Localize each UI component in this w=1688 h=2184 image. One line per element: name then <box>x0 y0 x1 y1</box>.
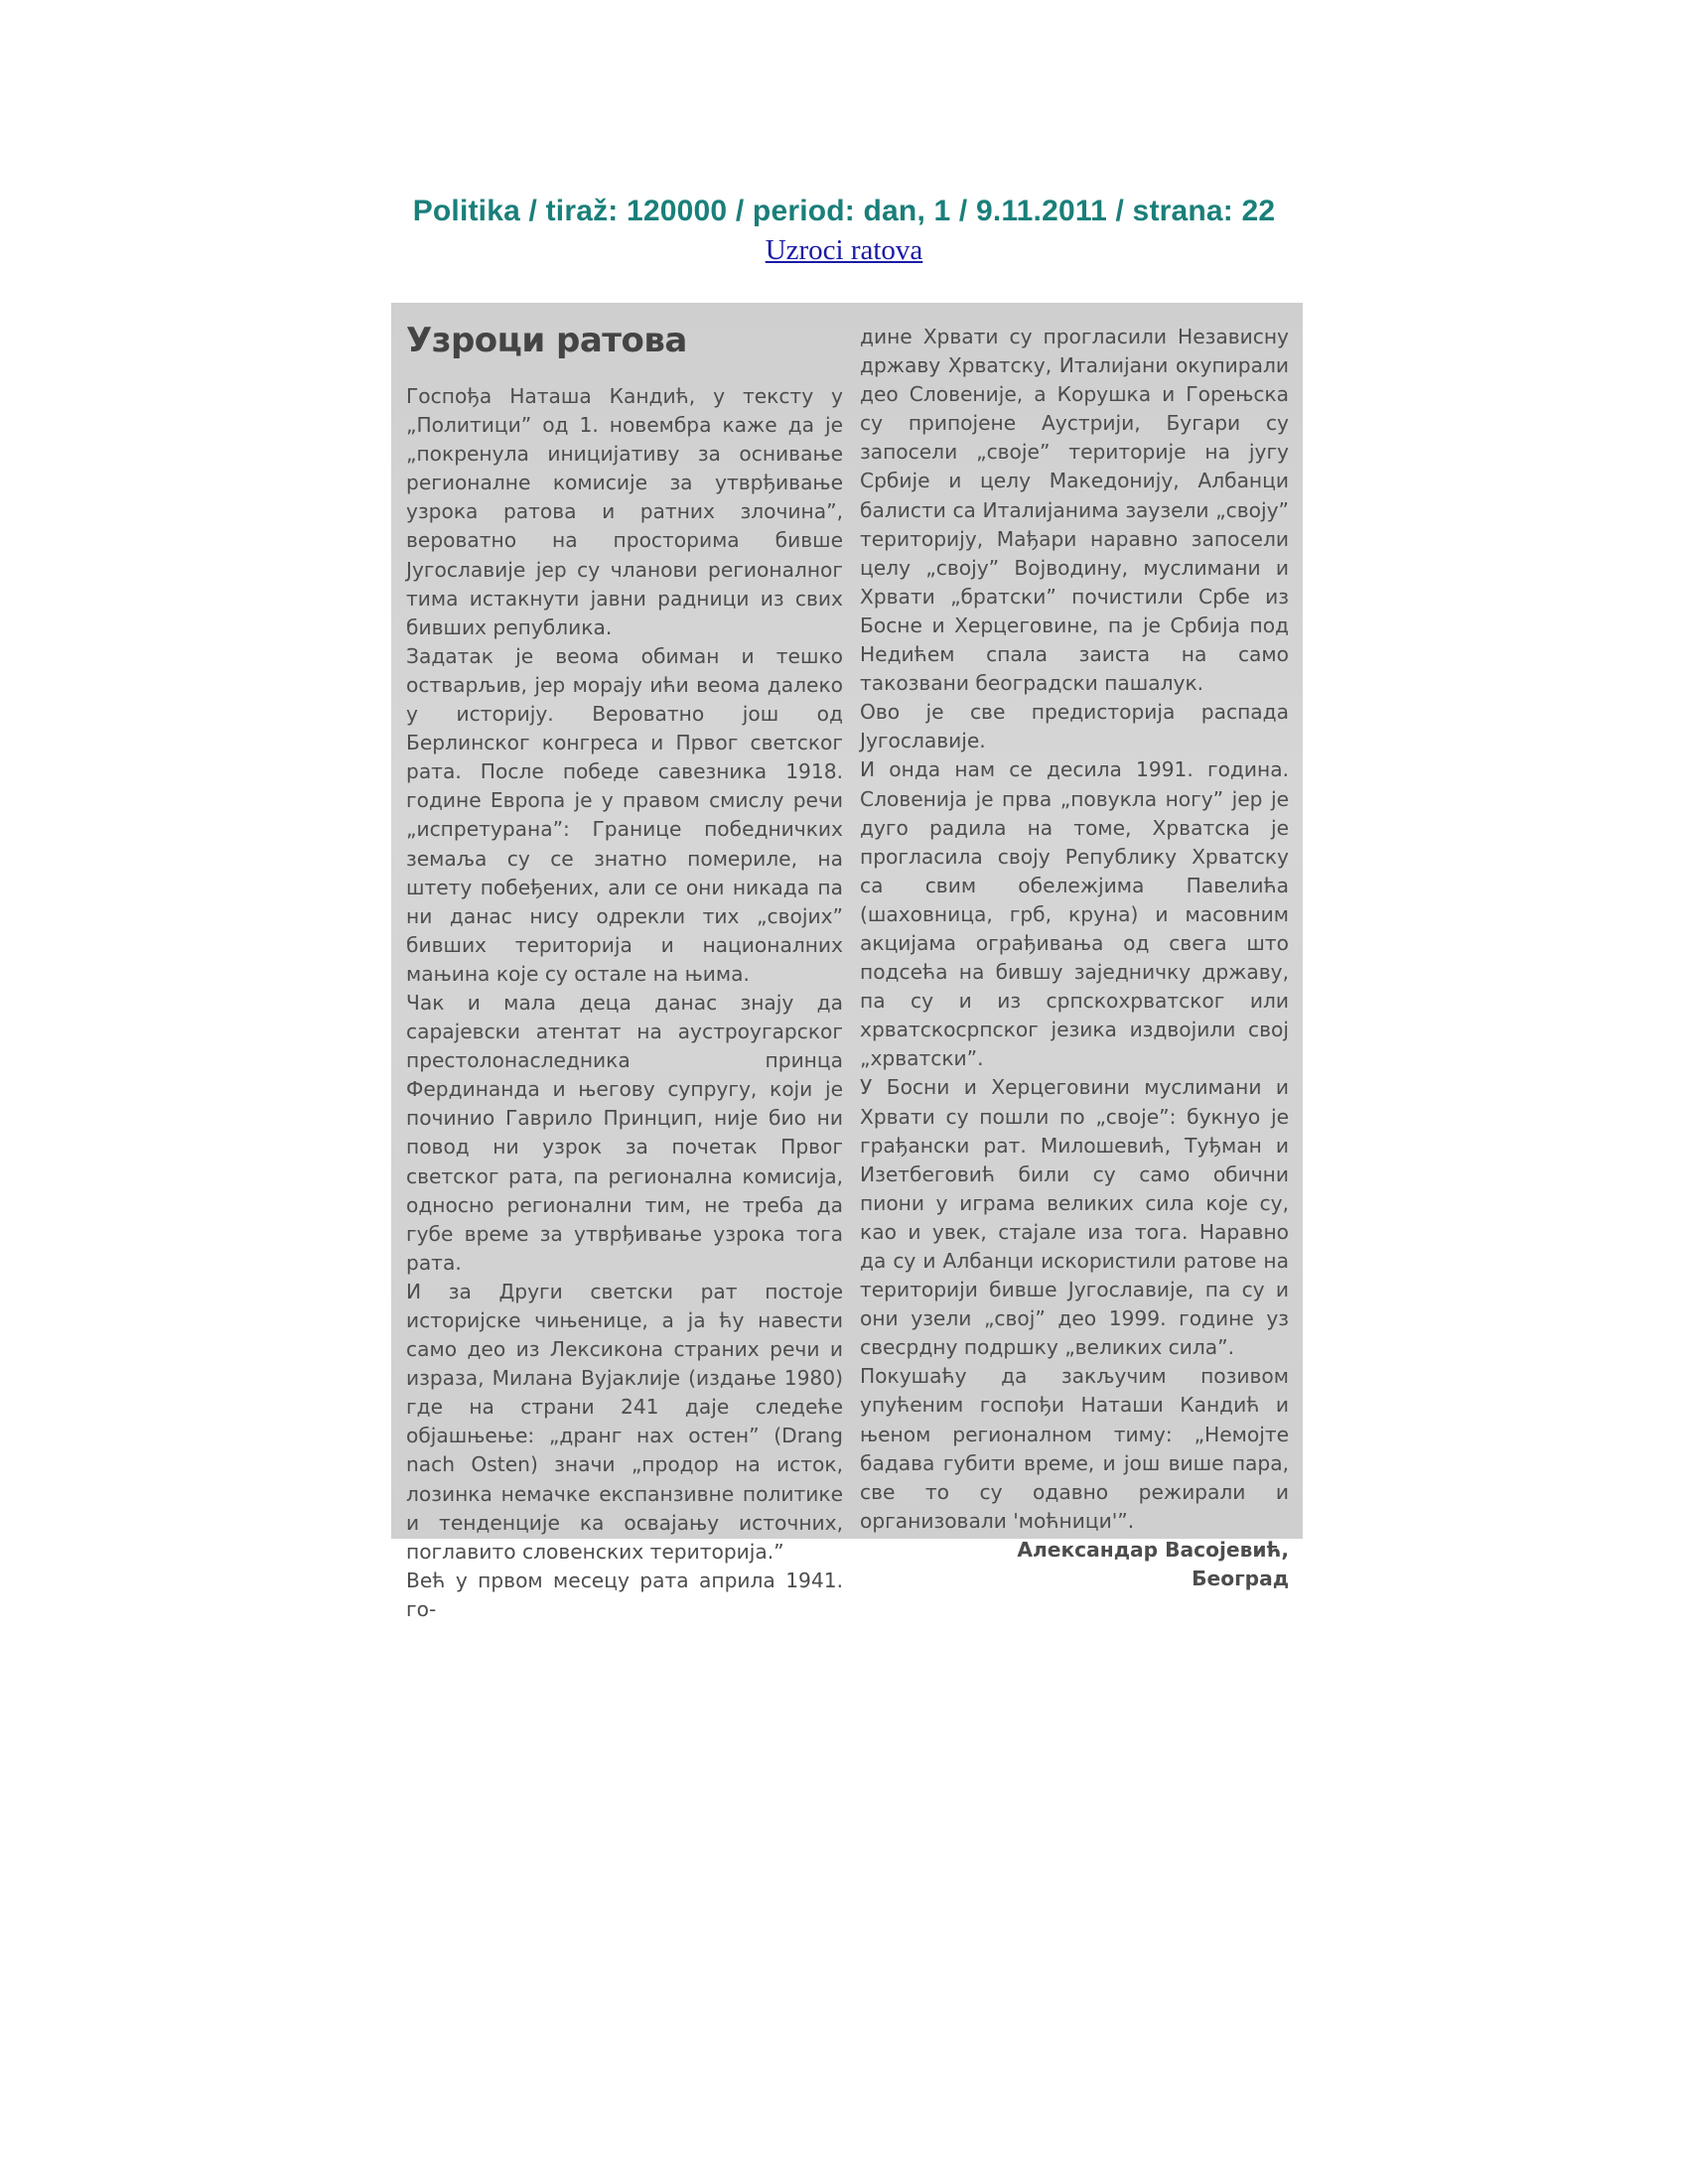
clipping-paragraph: Госпођа Наташа Кандић, у тексту у „Политици” од 1. новембра каже да је „покренула иницијативу за оснивање регионалне комисије за утврђивање узрока ратова и ратних злочина”, вероватно на просторима бивше Југославије јер су чланови регионалног тима истакнути јавни радници из свих бивших република. <box>406 384 843 639</box>
clipping-paragraph: Чак и мала деца данас знају да сарајевски атентат на аустроугарског престолонаследника принца Фердинанда и његову супругу, који је починио Гаврило Принцип, није био ни повод ни узрок за почетак Првог светског рата, па регионална комисија, односно регионални тим, не треба да губе време за утврђивање узрока тога рата. <box>406 990 843 1275</box>
clipping-left-column <box>406 382 843 1624</box>
clipping-paragraph: И за Други светски рат постоје историјске чињенице, а ја ћу навести само део из Лексикона страних речи и израза, Милана Вујаклије (издање 1980) где на страни 241 даје следеће објашњење: „дранг нах остен” (Drang nach Osten) значи „продор на исток, лозинка немачке експанзивне политике и тенденције ка освајању источних, поглавито словенских територија.” <box>406 1279 843 1564</box>
publication-info: Politika / tiraž: 120000 / period: dan, 1 / 9.11.2011 / strana: 22 <box>412 195 1276 227</box>
article-title-link[interactable]: Uzroci ratova <box>765 234 923 266</box>
author-city: Београд <box>1192 1567 1289 1591</box>
clipping-title: Узроци ратова <box>406 321 687 360</box>
article-title-link-wrapper <box>0 234 1688 267</box>
clipping-paragraph: Ово је све предисторија распада Југославије. <box>860 700 1289 753</box>
newspaper-clipping <box>391 303 1303 1621</box>
clipping-paragraph: Покушаћу да закључим позивом упућеним госпођи Наташи Кандић и њеном регионалном тиму: „Немојте бадава губити време, и још више пара, све то су одавно режирали и организовали 'моћници'”. <box>860 1364 1289 1533</box>
clipping-right-column <box>860 323 1289 1593</box>
clipping-paragraph: У Босни и Херцеговини муслимани и Хрвати су пошли по „своје”: букнуо је грађански рат. Милошевић, Туђман и Изетбеговић били су само обични пиони у играма великих сила које су, као и увек, стајале иза тога. Наравно да су и Албанци искористили ратове на територији бивше Југославије, па су и они узели „свој” део 1999. године уз свесрдну подршку „великих сила”. <box>860 1075 1289 1360</box>
clipping-paragraph: И онда нам се десила 1991. година. Словенија је прва „повукла ногу” јер је дуго радила на томе, Хрватска је прогласила своју Републику Хрватску са свим обележјима Павелића (шаховница, грб, круна) и масовним акцијама ограђивања од свега што подсећа на бившу заједничку државу, па су и из српскохрватског или хрватскосрпског језика издвојили свој „хрватски”. <box>860 757 1289 1071</box>
author-name: Александар Васојевић, <box>1017 1537 1289 1562</box>
clipping-paragraph: Већ у првом месецу рата априла 1941. го- <box>406 1568 843 1621</box>
clipping-paragraph: Задатак је веома обиман и тешко остварљив, јер морају ићи веома далеко у историју. Вероватно још од Берлинског конгреса и Првог светског рата. После победе савезника 1918. године Европа је у правом смислу речи „испретурана”: Границе победничких земаља су се знатно помериле, на штету побеђених, али се они никада па ни данас нису одрекли тих „својих” бивших територија и националних мањина које су остале на њима. <box>406 643 843 986</box>
clipping-paragraph: дине Хрвати су прогласили Независну државу Хрватску, Италијани окупирали део Словеније, а Корушка и Горењска су припојене Аустрији, Бугари су запосели „своје” територије на југу Србије и целу Македонију, Албанци балисти са Италијанима заузели „своју” територију, Мађари наравно запосели целу „своју” Војводину, муслимани и Хрвати „братски” почистили Србе из Босне и Херцеговине, па је Србија под Недићем спала заиста на само такозвани београдски пашалук. <box>860 325 1289 696</box>
